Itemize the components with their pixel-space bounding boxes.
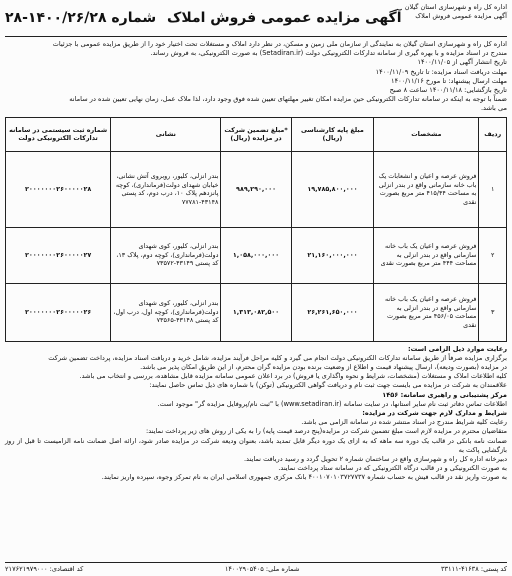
col-header-address: نشانی [111, 117, 221, 151]
row-guarantee: ۹۸۹,۲۹۰,۰۰۰ [221, 151, 291, 227]
terms-line: برگزاری مزایده صرفاً از طریق سامانه تدارکات الکترونیکی دولت انجام می گیرد و کلیه مراحل فرآیند مزایده، شامل خرید و دریافت اسناد مزایده، پرداخت تضمین شرکت [48, 353, 507, 362]
terms-line: متقاضیان محترم در مزایده لازم است مبلغ تضمین شرکت در مزایده(پنج درصد قیمت پایه) را به یکی از روش های زیر پرداخت نمایند: [146, 427, 507, 436]
organization-block [402, 3, 508, 21]
row-number: ۲ [479, 227, 507, 283]
terms-line: به صورت الکترونیکی و در قالب درگاه الکترونیکی که در سامانه ستاد پرداخت نمایند. [278, 464, 507, 473]
terms-heading: رعایت موارد ذیل الزامی است: [407, 344, 507, 353]
row-address: بندر انزلی، کلیور، کوی شهدای دولت(فرمانداری)، کوچه دوم، پلاک ۱۳، کد پستی ۴۳۱۴۹-۷۳۵۷۲ [111, 227, 221, 283]
intro-line: مندرج در اسناد مزایده و با بهره گیری از سامانه تدارکات الکترونیکی دولت (Setadiran.ir) به صورت الکترونیکی، به فروش رساند. [150, 49, 507, 58]
terms-line: علاقمندان به شرکت در مزایده می بایست جهت ثبت نام و دریافت گواهی الکترونیکی (توکن) با شماره های ذیل تماس حاصل نمایند: [149, 381, 507, 390]
col-header-guarantee: *مبلغ تضمین شرکت در مزایده (ریال) [221, 117, 291, 151]
notice-title-text: آگهی مزایده عمومی فروش املاک [166, 10, 402, 26]
table-row [6, 151, 507, 227]
row-base-price: ۲۶,۲۶۱,۶۵۰,۰۰۰ [291, 283, 374, 341]
notice-title [5, 3, 402, 33]
row-number: ۳ [479, 283, 507, 341]
intro-line: اداره کل راه و شهرسازی استان گیلان به نمایندگی از سازمان ملی زمین و مسکن، در نظر دارد املاک و مستغلات تحت اختیار خود را از طریق مزایده عمومی با جزئیات [52, 40, 507, 48]
table-row [6, 227, 507, 283]
terms-line: کلیه اطلاعات املاک و مستغلات (مشخصات، شرایط و نحوه واگذاری یا فروش) در برد اعلان عمومی سامانه مزایده قابل مشاهده، بررسی و انتخاب می باشد. [79, 372, 507, 381]
national-id: شماره ملی: ۱۴۰۰۲۹۰۵۴۰۵ [224, 565, 300, 573]
terms-line: در مزایده (بصورت ودیعه)، ارسال پیشنهاد قیمت و اطلاع از وضعیت برنده بودن مزایده گران محترم، از این طریق امکان پذیر می باشد. [140, 363, 507, 372]
properties-table [5, 117, 507, 342]
terms-line: رعایت کلیه شرایط مندرج در اسناد منتشر شده در سامانه الزامی می باشد. [301, 418, 507, 427]
table-row [6, 283, 507, 341]
row-base-price: ۱۹,۷۸۵,۸۰۰,۰۰۰ [291, 151, 374, 227]
footer-bar [5, 562, 507, 573]
docs-deadline: مهلت دریافت اسناد مزایده: تا تاریخ ۱۴۰۰/۱۱/۰۹ [375, 67, 507, 76]
row-registration-number: ۲۰۰۰۰۰۰۰۲۶۰۰۰۰۰۲۶ [6, 283, 111, 341]
intro-section [5, 40, 507, 114]
row-description: فروش عرصه و اعیان یک باب خانه سازمانی واقع در بندر انزلی به مساحت ۴۴۴ متر مربع بصورت نقدی [374, 227, 479, 283]
economic-code: کد اقتصادی: ۲۱۷۶۲۱۹۷۹۰۰۰ [5, 565, 84, 573]
intro-line: ضمناً با توجه به اینکه در سامانه تدارکات الکترونیکی حین مزایده امکان تغییر مهلتهای تعیین شده فوق وجود دارد، لذا ملاک عمل، زمان نهایی تعیین شده در سامانه [69, 95, 507, 104]
row-registration-number: ۲۰۰۰۰۰۰۰۲۶۰۰۰۰۰۲۸ [6, 151, 111, 227]
row-description: فروش عرصه و اعیان و انشعابات یک باب خانه سازمانی واقع در بندر انزلی به مساحت ۴۱۵/۴۴ متر مربع بصورت نقدی [374, 151, 479, 227]
col-header-base-price: مبلغ پایه کارشناسی (ریال) [291, 117, 374, 151]
row-guarantee: ۱,۳۱۳,۰۸۲,۵۰۰ [221, 283, 291, 341]
terms-line: اطلاعات تماس دفاتر ثبت نام سایر استانها، در سایت سامانه (www.setadiran.ir) با "ثبت نام/پروفایل مزایده گر" موجود است. [157, 399, 507, 408]
opening-date: تاریخ بازگشایی: ۱۴۰۰/۱۱/۱۸ ساعت ۸ صبح [389, 86, 507, 95]
terms-section [5, 345, 507, 483]
org-line-1: اداره کل راه و شهرسازی استان گیلان [404, 3, 507, 11]
row-base-price: ۲۱,۱۶۰,۰۰۰,۰۰۰ [291, 227, 374, 283]
intro-line: می باشد. [480, 104, 507, 113]
table-header-row [6, 117, 507, 151]
row-guarantee: ۱,۰۵۸,۰۰۰,۰۰۰ [221, 227, 291, 283]
notice-number: شماره ۱۴۰۰/۲۶/۲۸-۲۸ [5, 10, 157, 26]
publish-date: تاریخ انتشار آگهی از ۱۴۰۰/۱۱/۰۵ [417, 58, 507, 67]
row-address: بندر انزلی، کلیور، روبروی آتش نشانی، خیابان شهدای دولت(فرمانداری)، کوچه پانزدهم پلاک ۱۰، درب دوم، کد پستی ۴۳۱۴۸-۷۷۷۸۱ [111, 151, 221, 227]
col-header-row-number: ردیف [479, 117, 507, 151]
conditions-heading: شرایط و مدارک لازم جهت شرکت در مزایده: [362, 409, 507, 418]
terms-line: ضمانت نامه بانکی در قالب یک دوره سه ماهه که به ازای یک دوره دیگر قابل تمدید باشد، بعنوان ودیعه شرکت در مزایده صادر شود، ارائه اصل ضمانت نامه الزامیست تا قبل از روز بازگشایی پاکت به [5, 436, 507, 454]
row-registration-number: ۲۰۰۰۰۰۰۰۲۶۰۰۰۰۰۲۷ [6, 227, 111, 283]
terms-line: به صورت واریز نقد در قالب فیش به حساب شماره ۴۰۰۱۰۷۰۱۰۳۷۲۷۷۳۷ بانک مرکزی جمهوری اسلامی ایران به نام تمرکز وجوه، سپرده واریز نمایند. [101, 473, 507, 482]
org-line-2: آگهی مزایده عمومی فروش املاک [415, 12, 507, 20]
col-header-description: مشخصات [374, 117, 479, 151]
support-phone: مرکز پشتیبانی و راهبری سامانه: ۱۴۵۶ [382, 390, 507, 399]
postal-code: کد پستی: ۴۱۶۳۸-۳۳۱۱۱ [440, 565, 507, 573]
offer-deadline: مهلت ارسال پیشنهاد: تا مورخ ۱۴۰۰/۱۱/۱۶ [391, 76, 507, 85]
terms-line: دبیرخانه اداره کل راه و شهرسازی واقع در ساختمان شماره ۲ تحویل گردد و رسید دریافت نمایند. [243, 455, 507, 464]
row-number: ۱ [479, 151, 507, 227]
col-header-registration: شماره ثبت سیستمی در سامانه تدارکات الکترونیکی دولت [6, 117, 111, 151]
row-address: بندر انزلی، کلیور، کوی شهدای دولت(فرمانداری)، کوچه اول، درب اول، کد پستی ۴۳۱۴۸-۷۳۵۶۵ [111, 283, 221, 341]
notice-header [5, 3, 507, 37]
row-description: فروش عرصه و اعیان یک باب خانه سازمانی واقع در بندر انزلی به مساحت ۴۵۶/۰۵ متر مربع بصورت نقدی [374, 283, 479, 341]
